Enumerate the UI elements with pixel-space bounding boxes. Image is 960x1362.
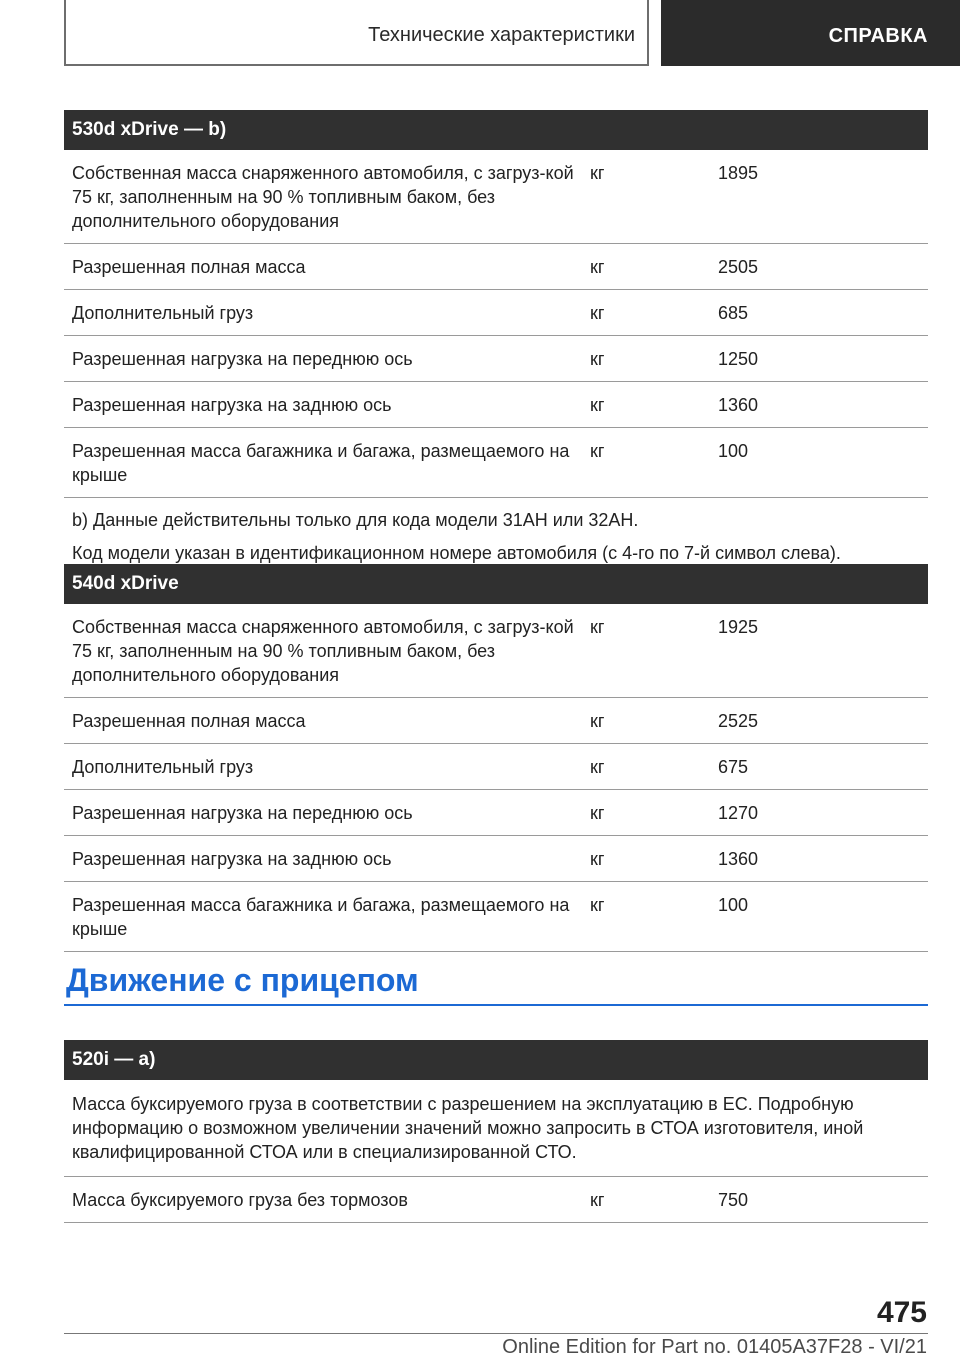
table-row [64, 698, 928, 744]
row-label: Собственная масса снаряженного автомобиля, с загруз-кой 75 кг, заполненным на 90 % топливным баком, без дополнительного оборудования [72, 163, 574, 231]
header-chapter-title: СПРАВКА [828, 24, 928, 47]
row-value: 100 [718, 441, 749, 461]
trailer-table-520i [64, 1040, 928, 1223]
header-chapter-tab [661, 0, 960, 66]
row-label: Разрешенная нагрузка на заднюю ось [72, 395, 392, 415]
row-label: Разрешенная масса багажника и багажа, размещаемого на крыше [72, 895, 570, 939]
table-row [64, 244, 928, 290]
header-section-title: Технические характеристики [368, 23, 635, 46]
footer-edition: Online Edition for Part no. 01405A37F28 - VI/21 [502, 1336, 927, 1358]
row-value: 675 [718, 757, 749, 777]
footnote-line: b) Данные действительны только для кода модели 31AH или 32AH. [72, 510, 639, 530]
section-heading [64, 962, 928, 1006]
header-section-tab [64, 0, 649, 66]
row-value: 685 [718, 303, 749, 323]
row-value: 2505 [718, 257, 759, 277]
row-label: Разрешенная полная масса [72, 257, 306, 277]
row-value: 750 [718, 1190, 749, 1210]
spec-table-540d [64, 564, 928, 952]
row-value: 1270 [718, 803, 759, 823]
table-row [64, 150, 928, 244]
row-unit: кг [590, 303, 605, 323]
table-header: 540d xDrive [64, 564, 928, 604]
row-value: 100 [718, 895, 749, 915]
table-row [64, 428, 928, 498]
table-row [64, 1177, 928, 1223]
row-unit: кг [590, 895, 605, 915]
row-unit: кг [590, 803, 605, 823]
row-unit: кг [590, 711, 605, 731]
table-row [64, 744, 928, 790]
row-value: 2525 [718, 711, 759, 731]
row-label: Дополнительный груз [72, 757, 254, 777]
row-label: Масса буксируемого груза без тормозов [72, 1190, 408, 1210]
row-unit: кг [590, 849, 605, 869]
row-label: Разрешенная нагрузка на заднюю ось [72, 849, 392, 869]
footer-divider [64, 1333, 928, 1334]
row-unit: кг [590, 1190, 605, 1210]
row-label: Разрешенная масса багажника и багажа, размещаемого на крыше [72, 441, 570, 485]
table-header: 530d xDrive — b) [64, 110, 928, 150]
page-number: 475 [876, 1296, 927, 1329]
row-label: Разрешенная нагрузка на переднюю ось [72, 803, 413, 823]
section-title: Движение с прицепом [66, 962, 419, 998]
row-unit: кг [590, 395, 605, 415]
table-header: 520i — a) [64, 1040, 928, 1080]
row-label: Собственная масса снаряженного автомобиля, с загруз-кой 75 кг, заполненным на 90 % топливным баком, без дополнительного оборудования [72, 617, 574, 685]
row-value: 1895 [718, 163, 759, 183]
row-value: 1250 [718, 349, 759, 369]
row-unit: кг [590, 163, 605, 183]
table-row [64, 836, 928, 882]
row-label: Дополнительный груз [72, 303, 254, 323]
table-row [64, 604, 928, 698]
table-paragraph: Масса буксируемого груза в соответствии с разрешением на эксплуатацию в ЕС. Подробную информацию о возможном увеличении значений можно запросить в СТОА изготовителя, иной квалифицированной СТОА или в специализированной СТО. [64, 1080, 928, 1177]
row-unit: кг [590, 441, 605, 461]
table-row [64, 290, 928, 336]
row-value: 1360 [718, 849, 759, 869]
table-row [64, 790, 928, 836]
row-unit: кг [590, 617, 605, 637]
spec-table-530d [64, 110, 928, 578]
footnote-line: Код модели указан в идентификационном номере автомобиля (с 4-го по 7-й символ слева). [72, 543, 841, 563]
table-row [64, 382, 928, 428]
table-row [64, 882, 928, 952]
row-unit: кг [590, 257, 605, 277]
row-value: 1360 [718, 395, 759, 415]
table-row [64, 336, 928, 382]
row-value: 1925 [718, 617, 759, 637]
row-unit: кг [590, 757, 605, 777]
row-label: Разрешенная нагрузка на переднюю ось [72, 349, 413, 369]
row-unit: кг [590, 349, 605, 369]
row-label: Разрешенная полная масса [72, 711, 306, 731]
